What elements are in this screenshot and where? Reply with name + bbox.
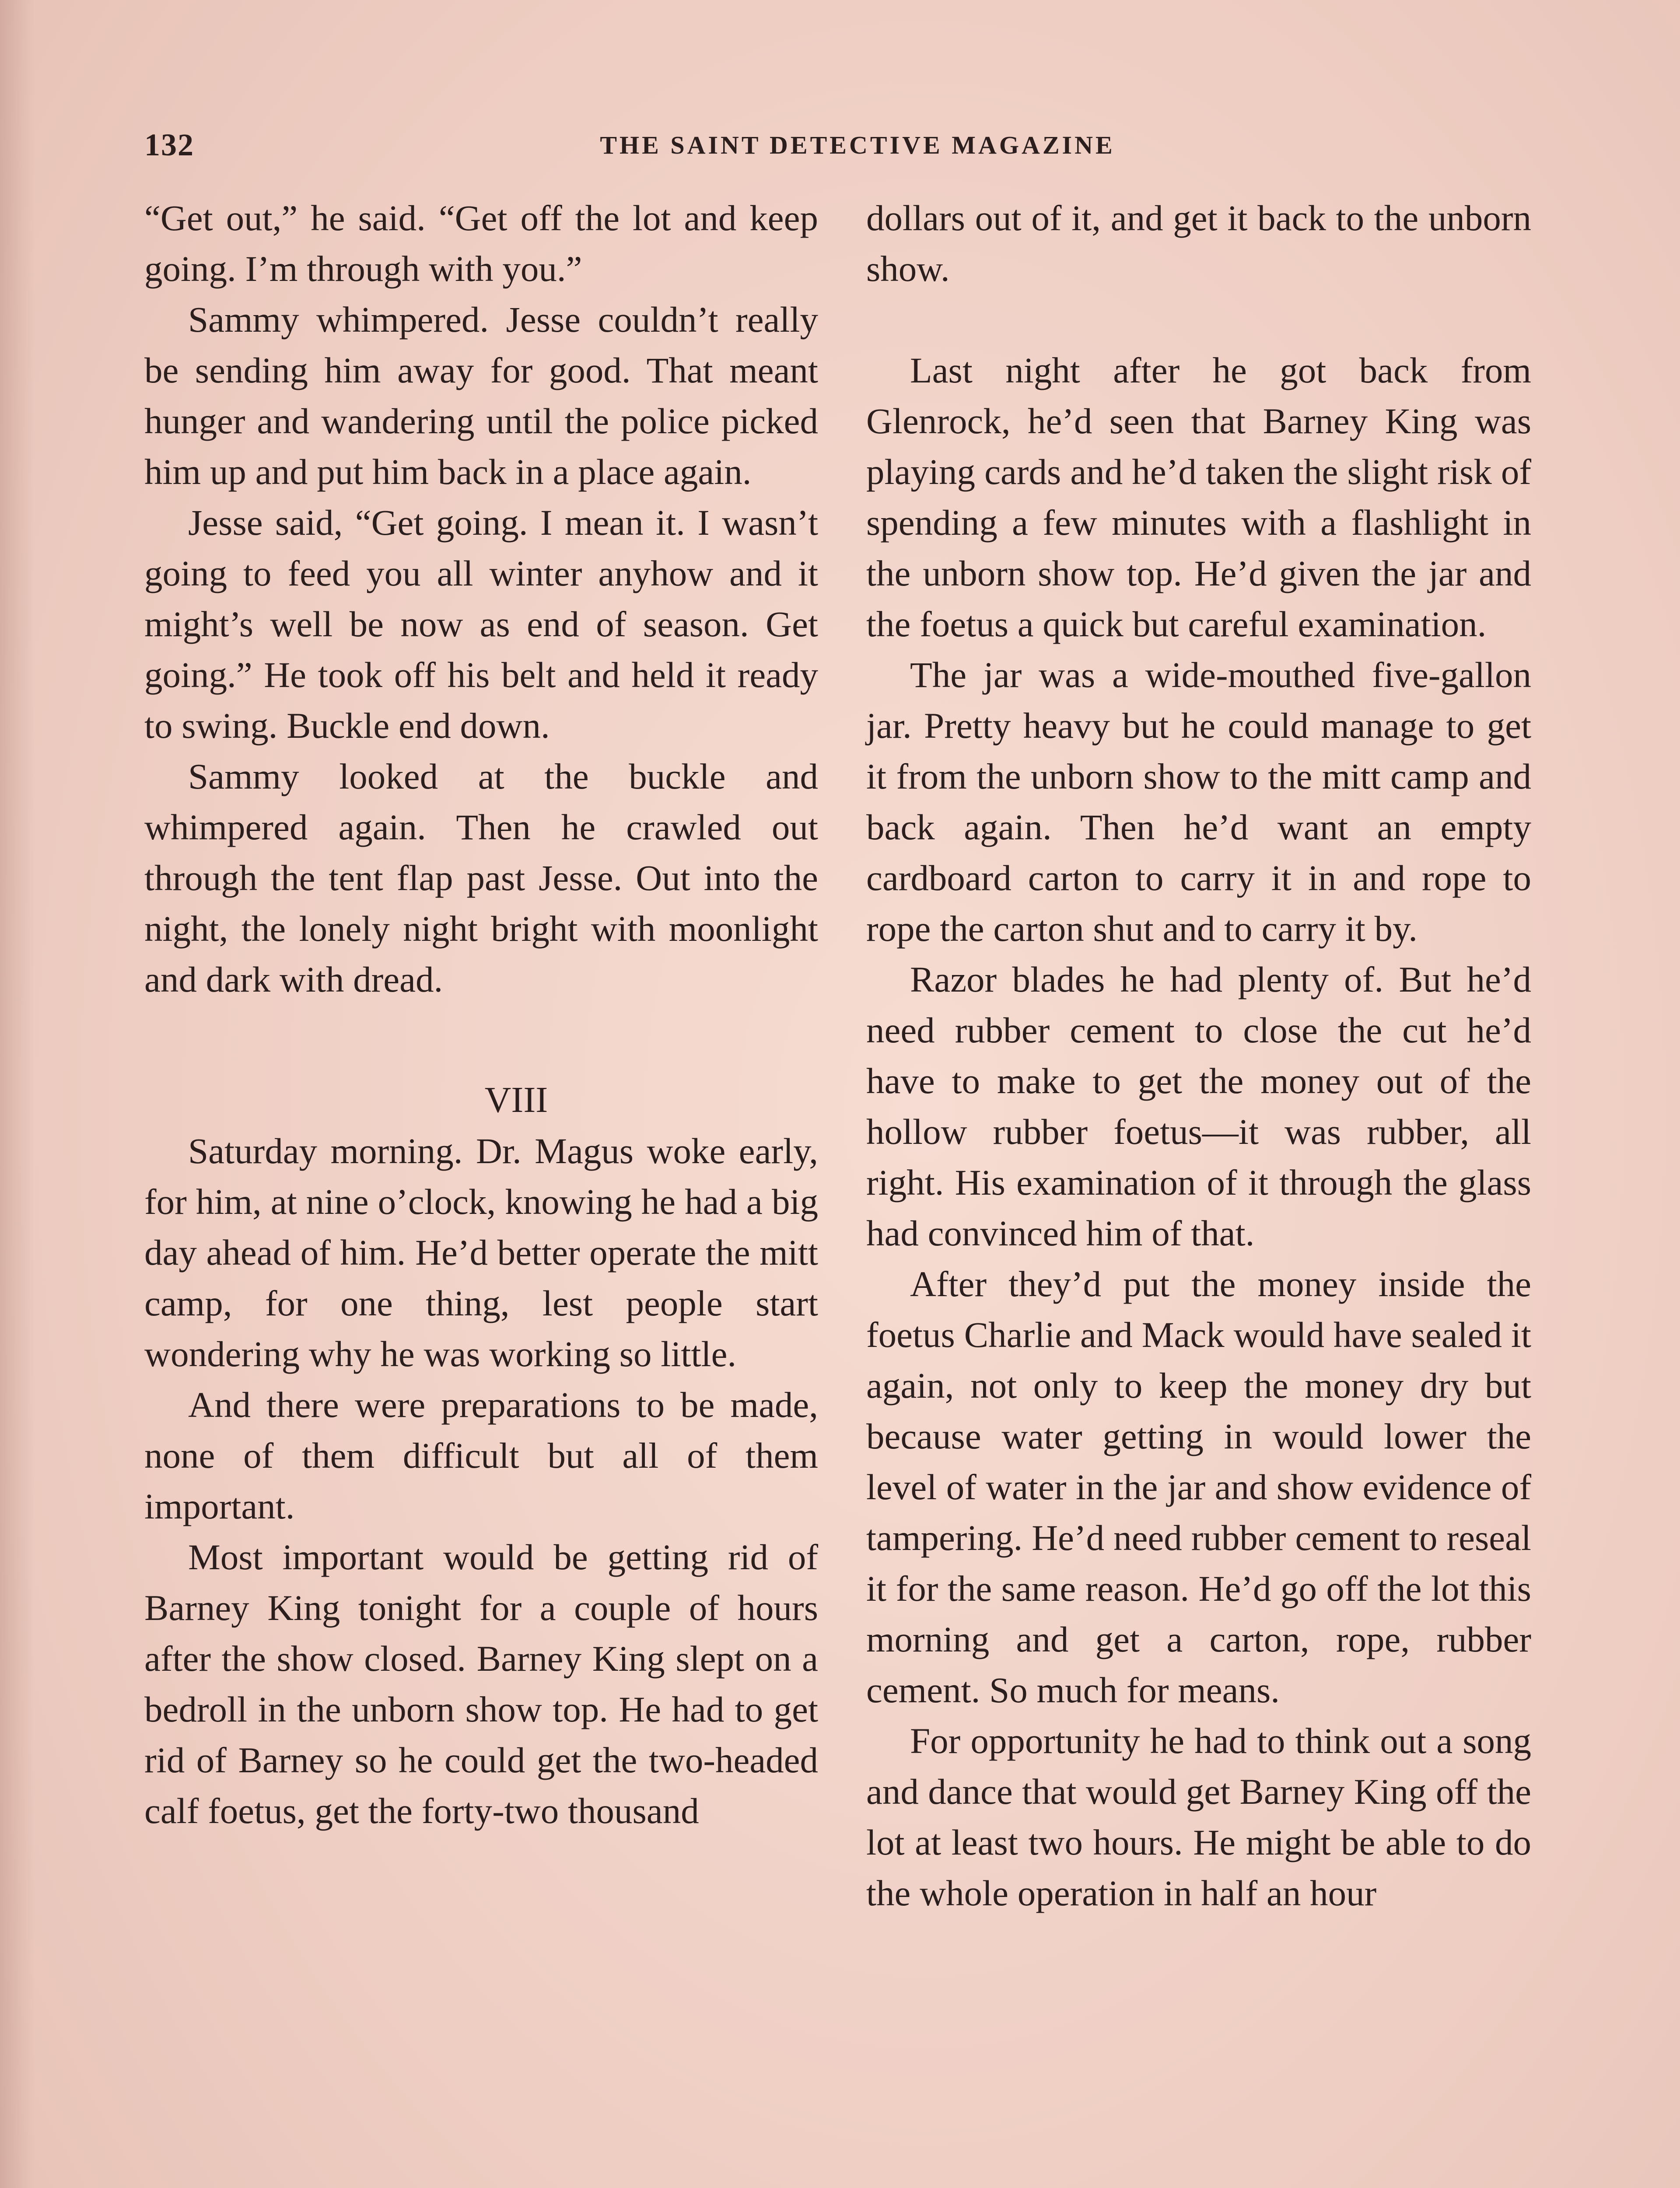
paragraph: Most important would be getting rid of Barney King tonight for a couple of hours after the show closed. Barney King slept on a bedroll in the unborn show top. He had to get rid of Barney so he could get the two-headed calf foetus, get the forty-two thousand <box>144 1537 818 1831</box>
left-column <box>144 193 818 1836</box>
paragraph: Saturday morning. Dr. Magus woke early, for him, at nine o’clock, knowing he had a big day ahead of him. He’d better operate the mitt camp, for one thing, lest people start wondering why he was working so little. <box>144 1131 818 1374</box>
paragraph: For opportunity he had to think out a song and dance that would get Barney King off the lot at least two hours. He might be able to do the whole operation in half an hour <box>866 1721 1531 1913</box>
paragraph: The jar was a wide-mouthed five-gallon jar. Pretty heavy but he could manage to get it from the unborn show to the mitt camp and back again. Then he’d want an empty cardboard carton to carry it in and rope to rope the carton shut and to carry it by. <box>866 655 1531 949</box>
paragraph-gap <box>866 294 1531 345</box>
paragraph: And there were preparations to be made, none of them difficult but all of them important. <box>144 1385 818 1526</box>
section-break <box>144 1005 818 1075</box>
paragraph: Sammy looked at the buckle and whimpered again. Then he crawled out through the tent flap past Jesse. Out into the night, the lonely night bright with moonlight and dark with dread. <box>144 756 818 999</box>
paragraph: After they’d put the money inside the foetus Charlie and Mack would have sealed it again, not only to keep the money dry but because water getting in would lower the level of water in the jar and show evidence of tampering. He’d need rubber cement to reseal it for the same reason. He’d go off the lot this morning and get a carton, rope, rubber cement. So much for means. <box>866 1264 1531 1710</box>
section-heading: VIII <box>484 1080 548 1120</box>
right-column <box>866 193 1531 1918</box>
paragraph: “Get out,” he said. “Get off the lot and keep going. I’m through with you.” <box>144 198 818 289</box>
page-header <box>144 127 1536 171</box>
paragraph: Razor blades he had plenty of. But he’d need rubber cement to close the cut he’d have to make to get the money out of the hollow rubber foetus—it was rubber, all right. His examination of it through the glass had convinced him of that. <box>866 959 1531 1253</box>
running-head: THE SAINT DETECTIVE MAGAZINE <box>600 131 1115 159</box>
page-edge-shadow <box>0 0 35 2188</box>
page-number: 132 <box>144 127 194 162</box>
paragraph: dollars out of it, and get it back to the unborn show. <box>866 198 1531 289</box>
paragraph: Last night after he got back from Glenrock, he’d seen that Barney King was playing cards and he’d taken the slight risk of spending a few minutes with a flashlight in the unborn show top. He’d given the jar and the foetus a quick but careful examination. <box>866 350 1531 644</box>
paragraph: Jesse said, “Get going. I mean it. I wasn’t going to feed you all winter anyhow and it might’s well be now as end of season. Get going.” He took off his belt and held it ready to swing. Buckle end down. <box>144 502 818 746</box>
paragraph: Sammy whimpered. Jesse couldn’t really be sending him away for good. That meant hunger and wandering until the police picked him up and put him back in a place again. <box>144 299 818 492</box>
